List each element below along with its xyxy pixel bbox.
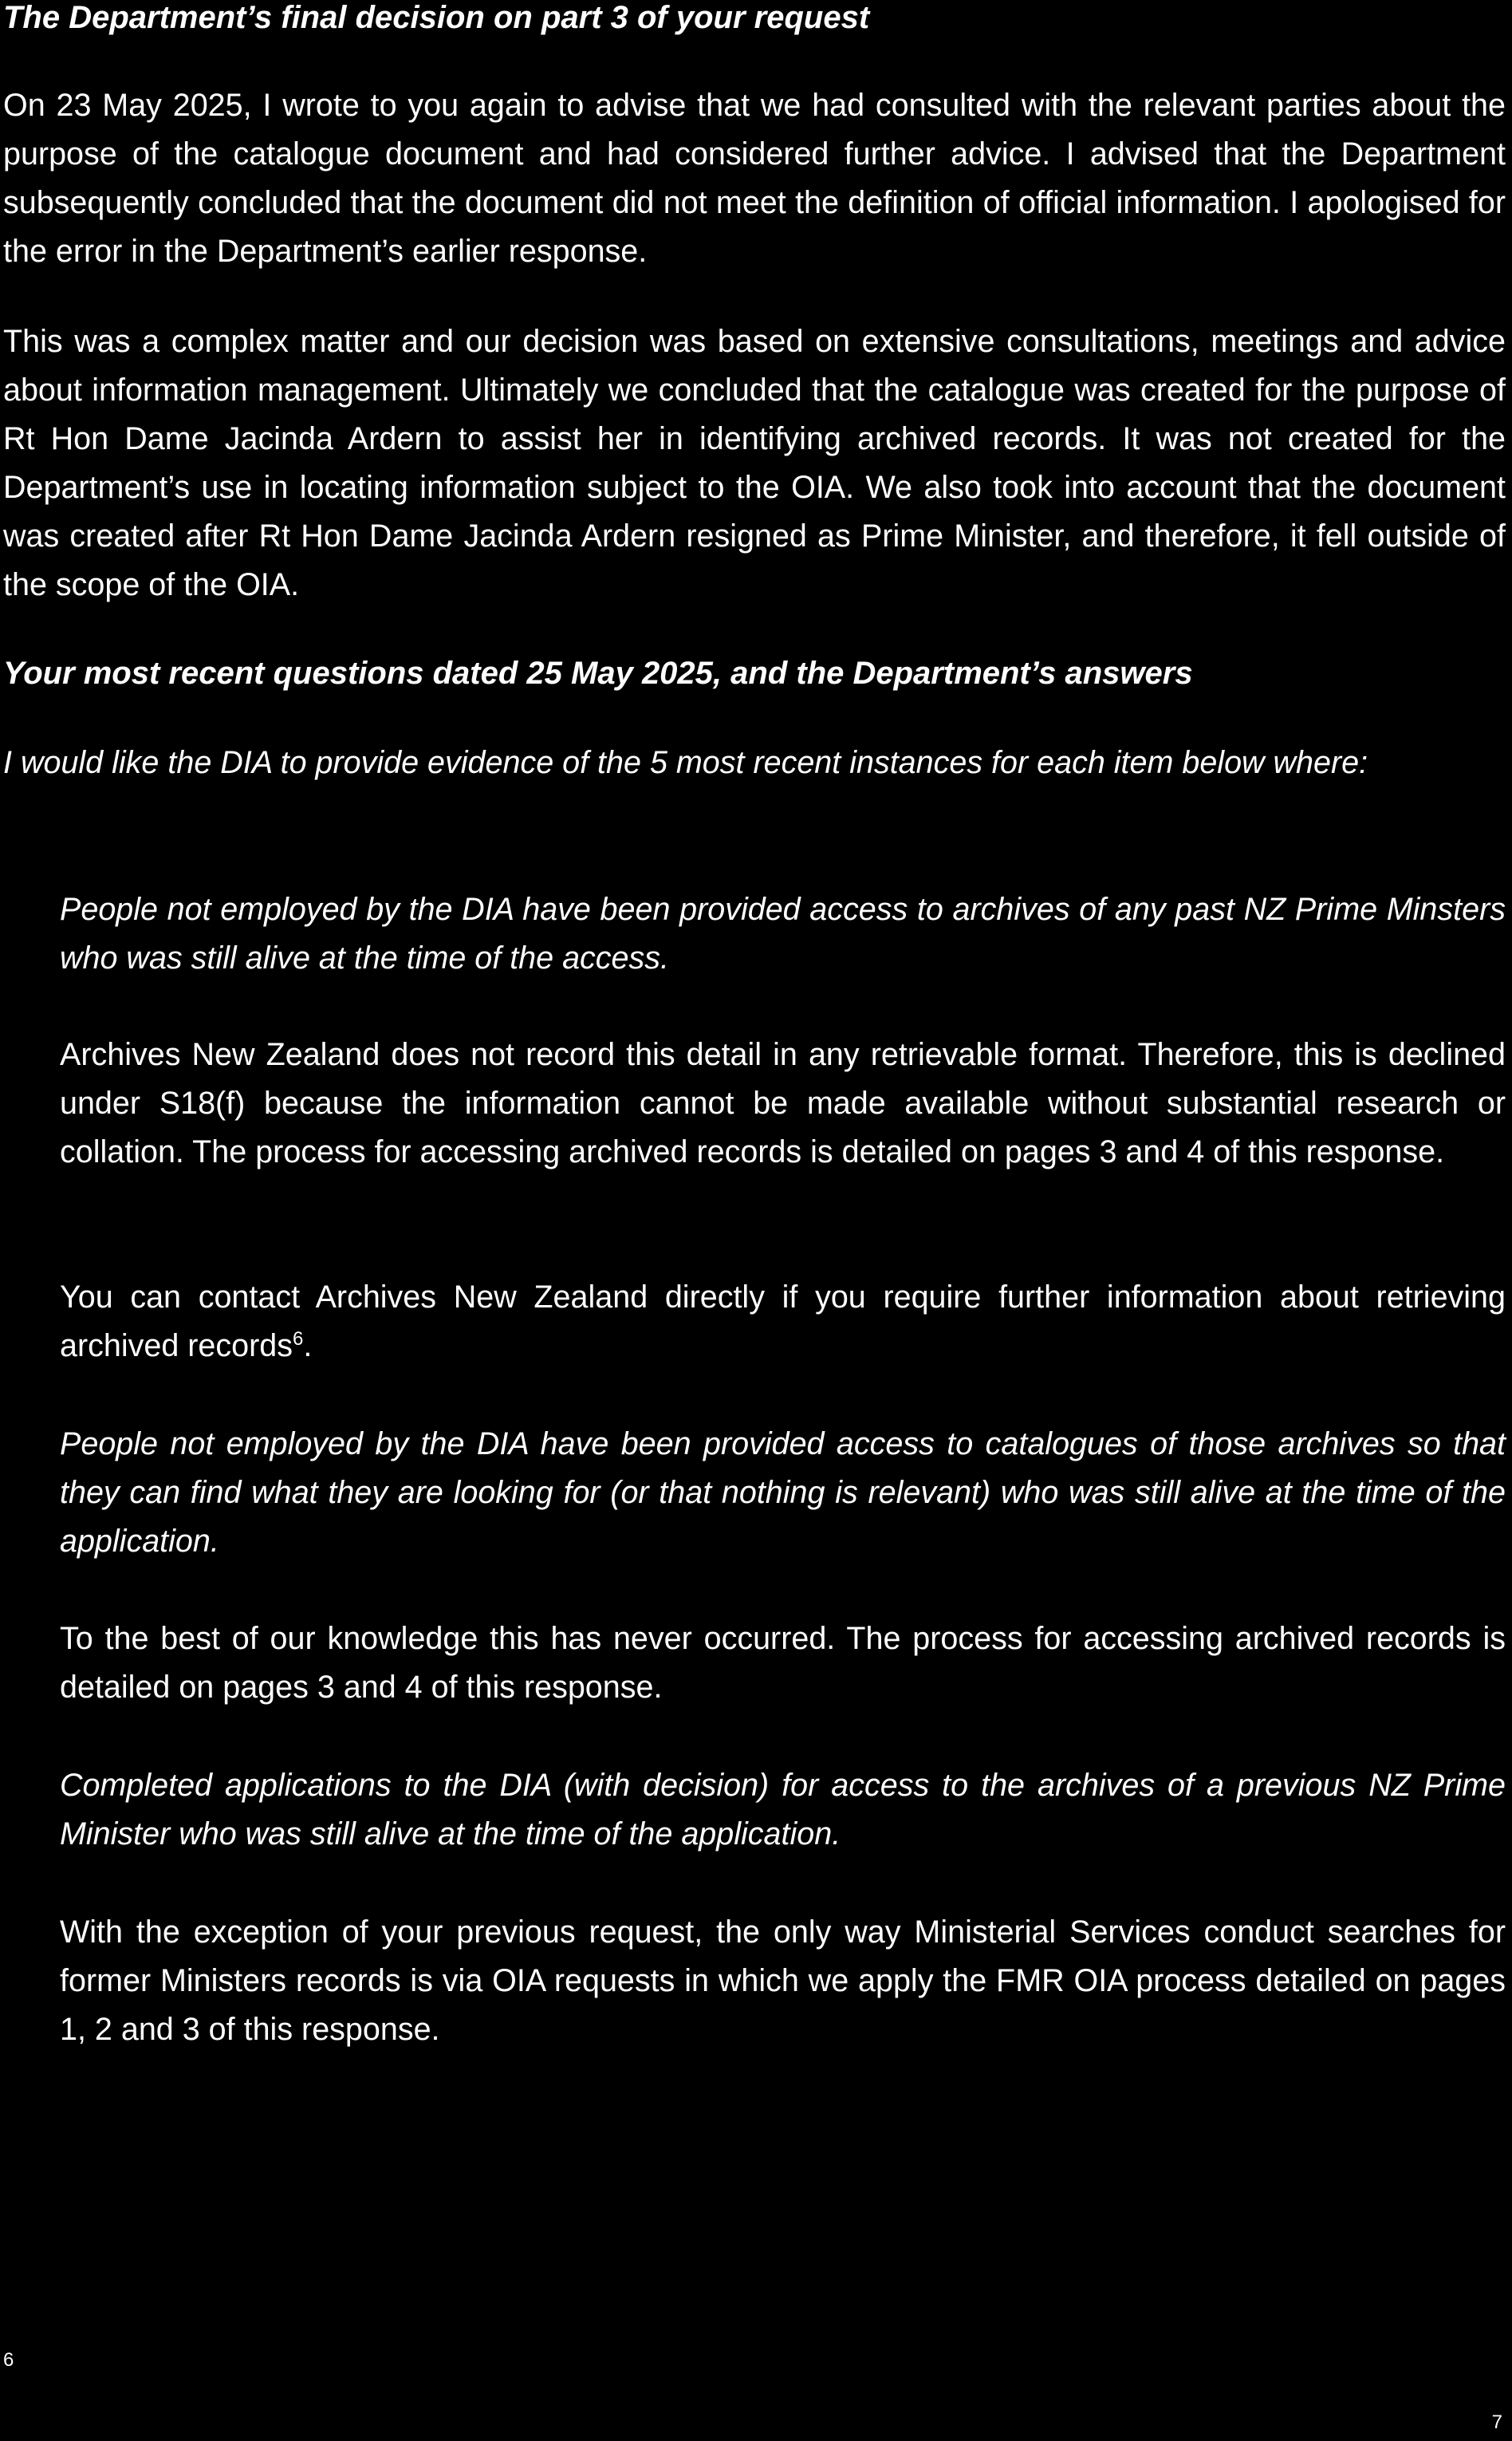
answer-item-1-contact-end: . xyxy=(303,1328,313,1363)
paragraph-consultation: On 23 May 2025, I wrote to you again to advise that we had consulted with the relevant parties about the purpose of the catalogue document and had considered further advice. I advised that the Department subsequently concluded that the document did not meet the definition of official information. I apologised for the error in the Department’s earlier response. xyxy=(3,88,1506,269)
section-heading-recent-questions: Your most recent questions dated 25 May 2025, and the Department’s answers xyxy=(3,656,1193,691)
footnote-marker: 6 xyxy=(3,2349,14,2371)
question-intro: I would like the DIA to provide evidence of the 5 most recent instances for each item below where: xyxy=(3,745,1368,780)
paragraph-complex-matter: This was a complex matter and our decision was based on extensive consultations, meetings and advice about information management. Ultimately we concluded that the catalogue was created for the purpose of Rt Hon Dame Jacinda Ardern to assist her in identifying archived records. It was not created for the Department’s use in locating information subject to the OIA. We also took into account that the document was created after Rt Hon Dame Jacinda Ardern resigned as Prime Minister, and therefore, it fell outside of the scope of the OIA. xyxy=(3,324,1506,602)
section-heading-final-decision: The Department’s final decision on part 3 of your request xyxy=(3,0,870,35)
answer-item-1-contact xyxy=(60,1273,1506,1370)
answer-item-1-contact-text: You can contact Archives New Zealand directly if you require further information about retrieving archived records xyxy=(60,1280,1506,1363)
answer-item-1: Archives New Zealand does not record this detail in any retrievable format. Therefore, this is declined under S18(f) because the information cannot be made available without substantial research or collation. The process for accessing archived records is detailed on pages 3 and 4 of this response. xyxy=(60,1037,1506,1169)
question-item-3: Completed applications to the DIA (with decision) for access to the archives of a previous NZ Prime Minister who was still alive at the time of the application. xyxy=(60,1768,1506,1851)
page-number: 7 xyxy=(1491,2411,1502,2433)
answer-item-2: To the best of our knowledge this has never occurred. The process for accessing archived records is detailed on pages 3 and 4 of this response. xyxy=(60,1621,1506,1705)
answer-item-3: With the exception of your previous request, the only way Ministerial Services conduct searches for former Ministers records is via OIA requests in which we apply the FMR OIA process detailed on pages 1, 2 and 3 of this response. xyxy=(60,1915,1506,2047)
footnote-reference: 6 xyxy=(293,1327,304,1350)
question-item-1: People not employed by the DIA have been provided access to archives of any past NZ Prime Minsters who was still alive at the time of the access. xyxy=(60,892,1506,976)
question-item-2: People not employed by the DIA have been provided access to catalogues of those archives so that they can find what they are looking for (or that nothing is relevant) who was still alive at the time of the application. xyxy=(60,1426,1506,1559)
